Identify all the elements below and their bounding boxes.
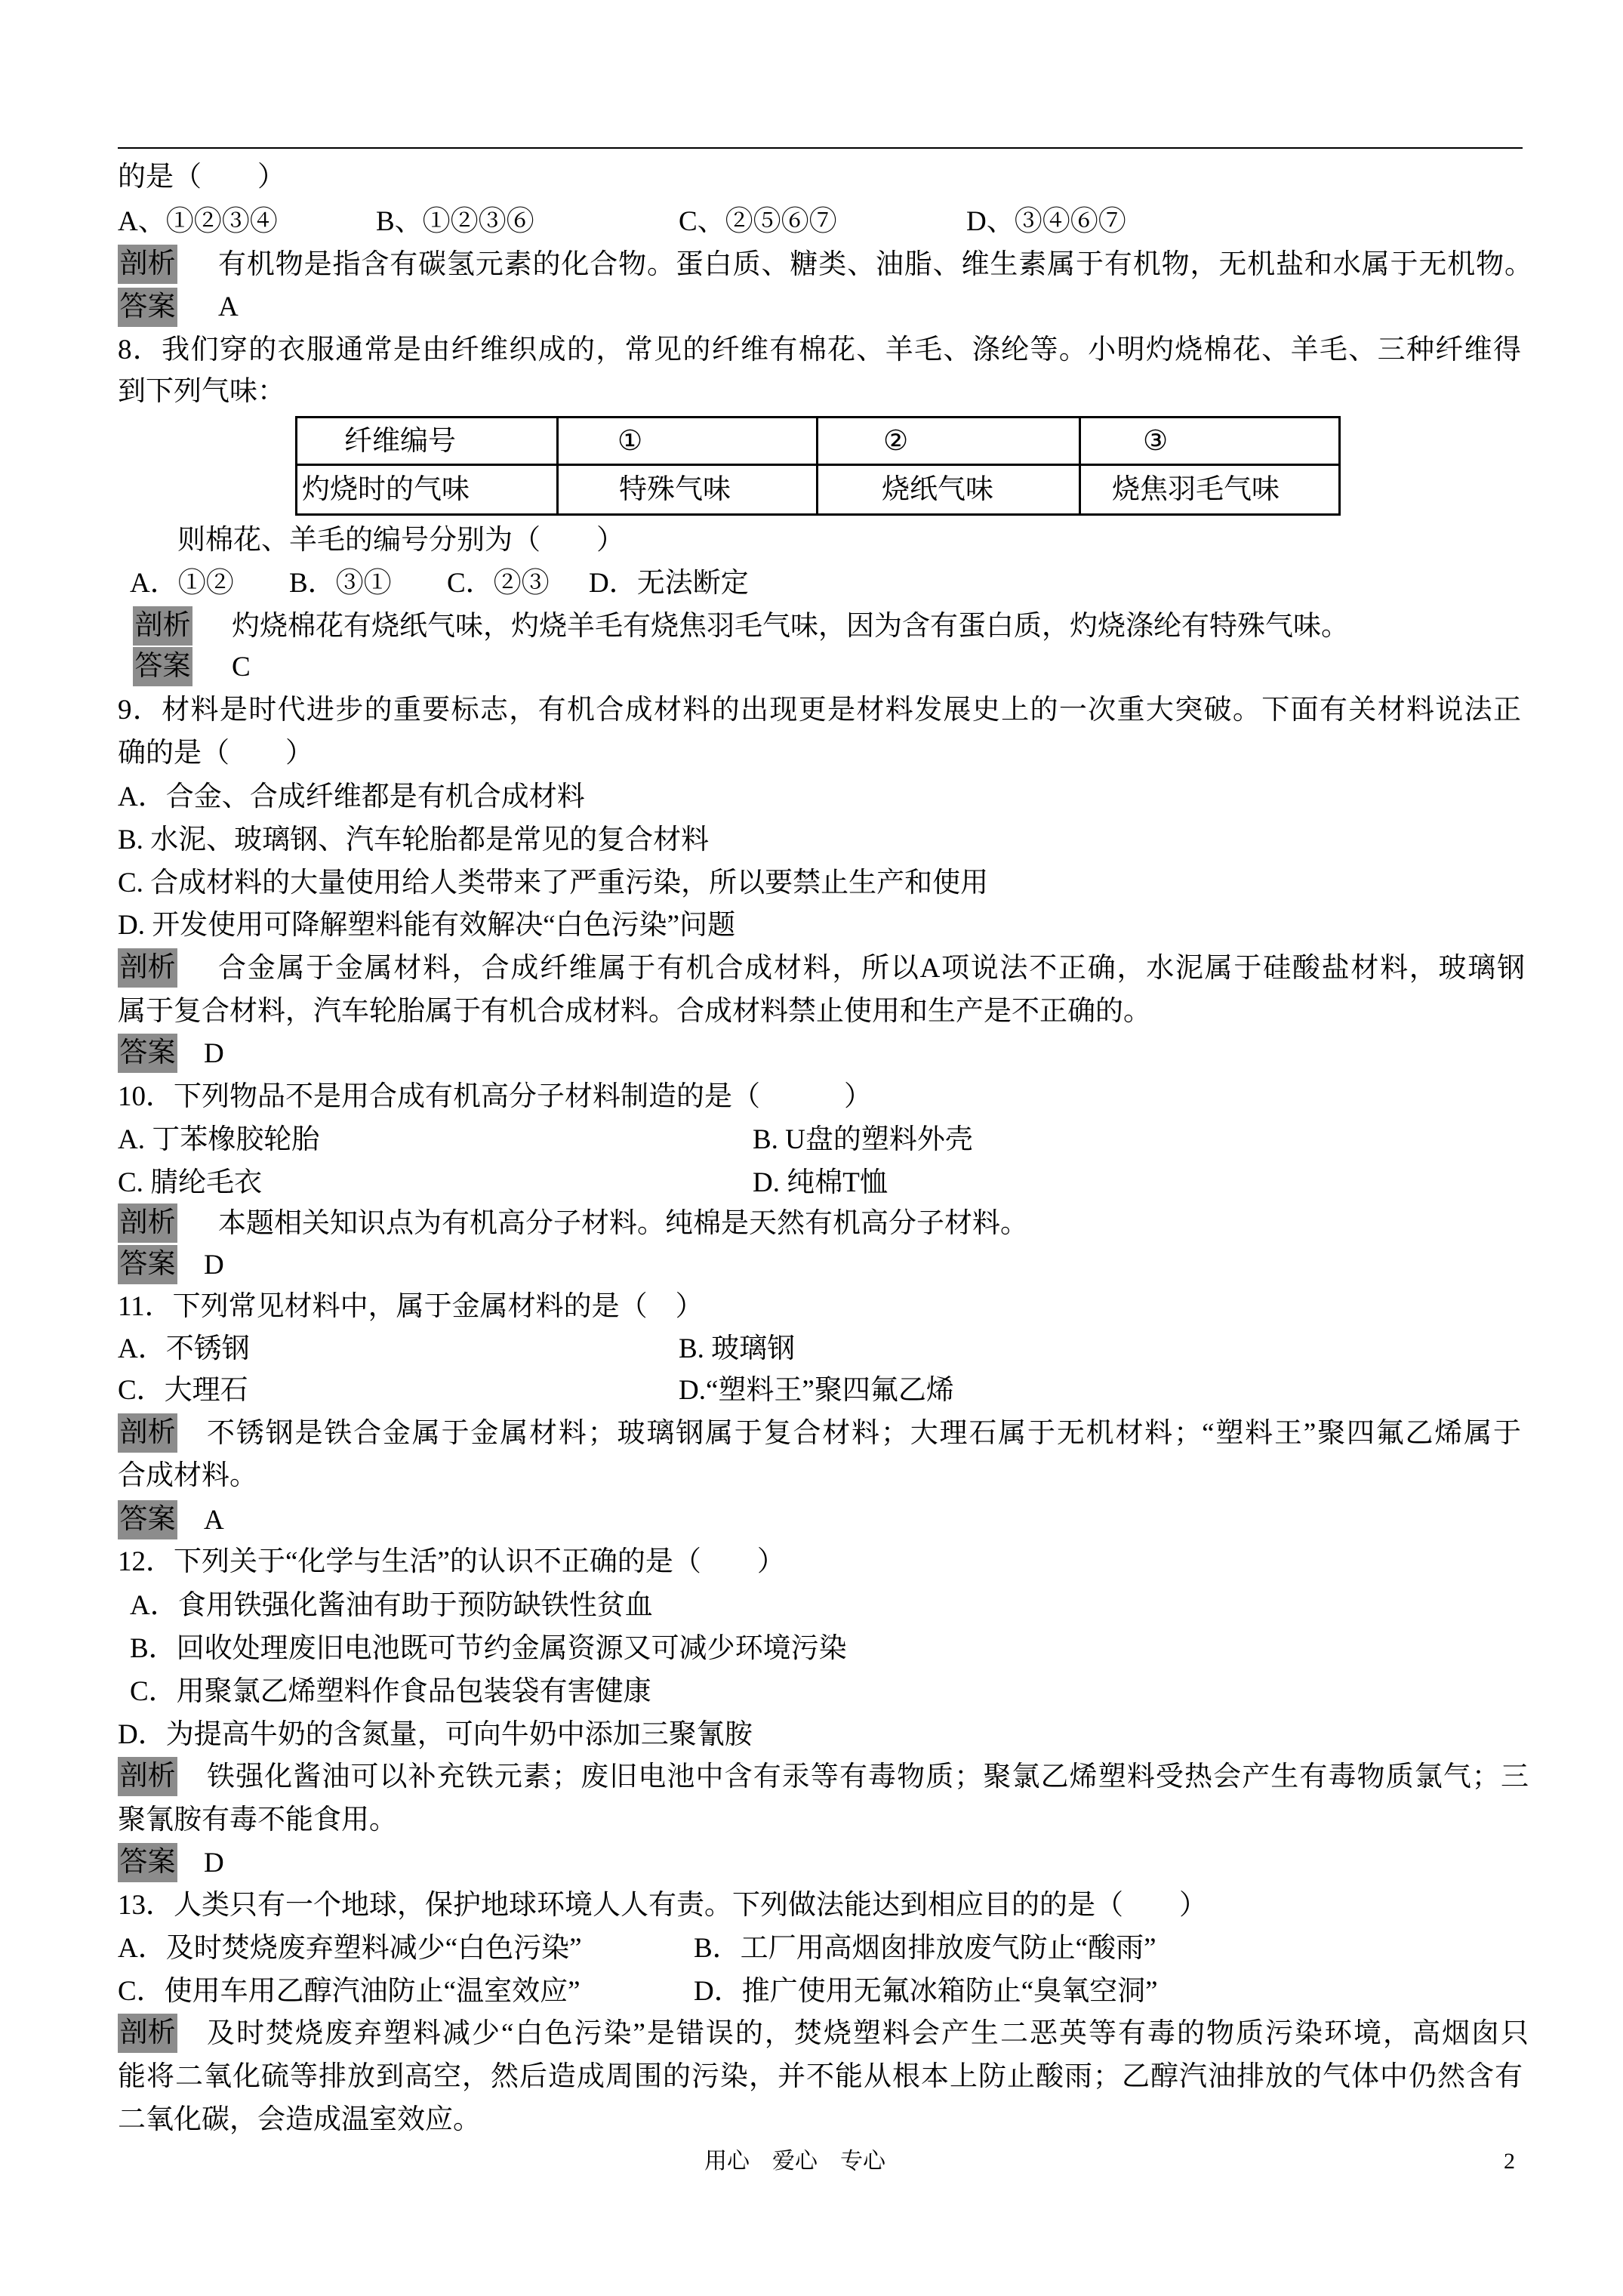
question-9-option-c: C. 合成材料的大量使用给人类带来了严重污染，所以要禁止生产和使用 [118, 868, 989, 898]
page-header-rule [118, 147, 1523, 149]
analysis-label: 剖析 [118, 1757, 177, 1796]
question-11-stem-line: 11．下列常见材料中，属于金属材料的是（ ） [118, 1291, 704, 1322]
question-13-option-c: C．使用车用乙醇汽油防止“温室效应” [118, 1976, 581, 2007]
question-13-option-a: A．及时焚烧废弃塑料减少“白色污染” [118, 1933, 582, 1964]
question-7-answer: A [218, 291, 239, 322]
question-8-stem-line: 8．我们穿的衣服通常是由纤维织成的，常见的纤维有棉花、羊毛、涤纶等。小明灼烧棉花、羊毛、三种纤维得 [118, 334, 1521, 365]
question-11-analysis-line: 合成材料。 [118, 1460, 257, 1491]
table-cell: ③ [1080, 418, 1340, 465]
question-8-subquestion: 则棉花、羊毛的编号分别为（ ） [177, 525, 624, 556]
analysis-label: 剖析 [118, 2014, 177, 2053]
table-cell: ① [558, 418, 818, 465]
question-7-option-a: A、①②③④ [118, 206, 278, 237]
question-13-option-d: D．推广使用无氟冰箱防止“臭氧空洞” [694, 1976, 1158, 2007]
question-10-option-c: C. 腈纶毛衣 [118, 1167, 263, 1198]
question-11-option-c: C．大理石 [118, 1375, 248, 1406]
question-12-option-a: A．食用铁强化酱油有助于预防缺铁性贫血 [130, 1590, 653, 1621]
question-11-option-b: B. 玻璃钢 [679, 1333, 796, 1364]
question-9-stem-line: 确的是（ ） [118, 738, 313, 769]
answer-label: 答案 [118, 1843, 177, 1882]
question-12-option-d: D．为提高牛奶的含氮量，可向牛奶中添加三聚氰胺 [118, 1719, 753, 1750]
analysis-label: 剖析 [118, 948, 177, 988]
question-9-option-a: A．合金、合成纤维都是有机合成材料 [118, 781, 585, 812]
analysis-label: 剖析 [118, 245, 177, 284]
question-10-stem-line: 10．下列物品不是用合成有机高分子材料制造的是（ ） [118, 1081, 872, 1112]
answer-label: 答案 [118, 1500, 177, 1539]
question-11-analysis-line: 不锈钢是铁合金属于金属材料；玻璃钢属于复合材料；大理石属于无机材料；“塑料王”聚四氟乙烯属于 [207, 1418, 1521, 1449]
question-8-option-c: C．②③ [447, 568, 550, 599]
footer-motto: 用心 爱心 专心 [704, 2149, 885, 2174]
question-12-analysis-line: 聚氰胺有毒不能食用。 [118, 1804, 397, 1835]
analysis-label: 剖析 [118, 1203, 177, 1243]
question-13-stem-line: 13．人类只有一个地球，保护地球环境人人有责。下列做法能达到相应目的的是（ ） [118, 1890, 1207, 1921]
question-10-option-d: D. 纯棉T恤 [753, 1167, 888, 1198]
fiber-odor-table [295, 416, 1341, 516]
question-7-option-c: C、②⑤⑥⑦ [679, 206, 837, 237]
question-7-analysis-line: 有机物是指含有碳氢元素的化合物。蛋白质、糖类、油脂、维生素属于有机物，无机盐和水属于无机物。 [218, 249, 1532, 280]
question-10-analysis-line: 本题相关知识点为有机高分子材料。纯棉是天然有机高分子材料。 [218, 1208, 1028, 1239]
table-cell: ② [818, 418, 1080, 465]
question-10-option-b: B. U盘的塑料外壳 [753, 1124, 973, 1155]
question-8-stem-line: 到下列气味： [118, 376, 285, 407]
answer-label: 答案 [133, 647, 192, 686]
question-13-analysis-line: 二氧化碳，会造成温室效应。 [118, 2104, 481, 2135]
question-9-option-b: B. 水泥、玻璃钢、汽车轮胎都是常见的复合材料 [118, 824, 710, 855]
table-cell: 特殊气味 [558, 465, 818, 515]
question-8-analysis-line: 灼烧棉花有烧纸气味，灼烧羊毛有烧焦羽毛气味，因为含有蛋白质，灼烧涤纶有特殊气味。 [232, 611, 1349, 642]
question-13-option-b: B．工厂用高烟囱排放废气防止“酸雨” [694, 1933, 1156, 1964]
question-9-stem-line: 9．材料是时代进步的重要标志，有机合成材料的出现更是材料发展史上的一次重大突破。下面有关材料说法正 [118, 695, 1521, 726]
question-11-option-a: A．不锈钢 [118, 1333, 250, 1364]
question-8-answer: C [232, 652, 251, 683]
analysis-label: 剖析 [118, 1413, 177, 1453]
question-8-option-a: A．①② [130, 568, 234, 599]
table-row [297, 465, 1340, 515]
question-13-analysis-line: 能将二氧化硫等排放到高空，然后造成周围的污染，并不能从根本上防止酸雨；乙醇汽油排放的气体中仍然含有 [118, 2061, 1523, 2092]
question-9-analysis-line: 合金属于金属材料，合成纤维属于有机合成材料，所以A项说法不正确，水泥属于硅酸盐材料，玻璃钢 [218, 953, 1525, 984]
question-12-option-b: B．回收处理废旧电池既可节约金属资源又可减少环境污染 [130, 1633, 847, 1664]
table-cell: 纤维编号 [297, 418, 558, 465]
question-12-stem-line: 12．下列关于“化学与生活”的认识不正确的是（ ） [118, 1546, 785, 1577]
question-12-answer: D [204, 1848, 224, 1878]
question-9-analysis-line: 属于复合材料，汽车轮胎属于有机合成材料。合成材料禁止使用和生产是不正确的。 [118, 996, 1151, 1027]
question-10-answer: D [204, 1250, 224, 1281]
answer-label: 答案 [118, 288, 177, 327]
question-9-option-d: D. 开发使用可降解塑料能有效解决“白色污染”问题 [118, 910, 736, 941]
table-cell: 烧焦羽毛气味 [1080, 465, 1340, 515]
question-12-analysis-line: 铁强化酱油可以补充铁元素；废旧电池中含有汞等有毒物质；聚氯乙烯塑料受热会产生有毒物质氯气；三 [207, 1761, 1529, 1792]
table-cell: 烧纸气味 [818, 465, 1080, 515]
question-12-option-c: C．用聚氯乙烯塑料作食品包装袋有害健康 [130, 1676, 651, 1707]
question-10-option-a: A. 丁苯橡胶轮胎 [118, 1124, 320, 1155]
table-cell: 灼烧时的气味 [297, 465, 558, 515]
answer-label: 答案 [118, 1245, 177, 1284]
question-13-analysis-line: 及时焚烧废弃塑料减少“白色污染”是错误的，焚烧塑料会产生二恶英等有毒的物质污染环境，高烟囱只 [207, 2018, 1529, 2049]
question-8-option-d: D．无法断定 [589, 568, 749, 599]
question-7-stem-line: 的是（ ） [118, 162, 285, 193]
question-8-option-b: B．③① [289, 568, 392, 599]
question-7-option-b: B、①②③⑥ [376, 206, 534, 237]
question-11-answer: A [204, 1505, 224, 1536]
question-7-option-d: D、③④⑥⑦ [966, 206, 1126, 237]
answer-label: 答案 [118, 1034, 177, 1073]
analysis-label: 剖析 [133, 606, 192, 646]
table-header-row [297, 418, 1340, 465]
page-number: 2 [1504, 2149, 1515, 2174]
question-9-answer: D [204, 1038, 224, 1069]
question-11-option-d: D.“塑料王”聚四氟乙烯 [679, 1375, 954, 1406]
